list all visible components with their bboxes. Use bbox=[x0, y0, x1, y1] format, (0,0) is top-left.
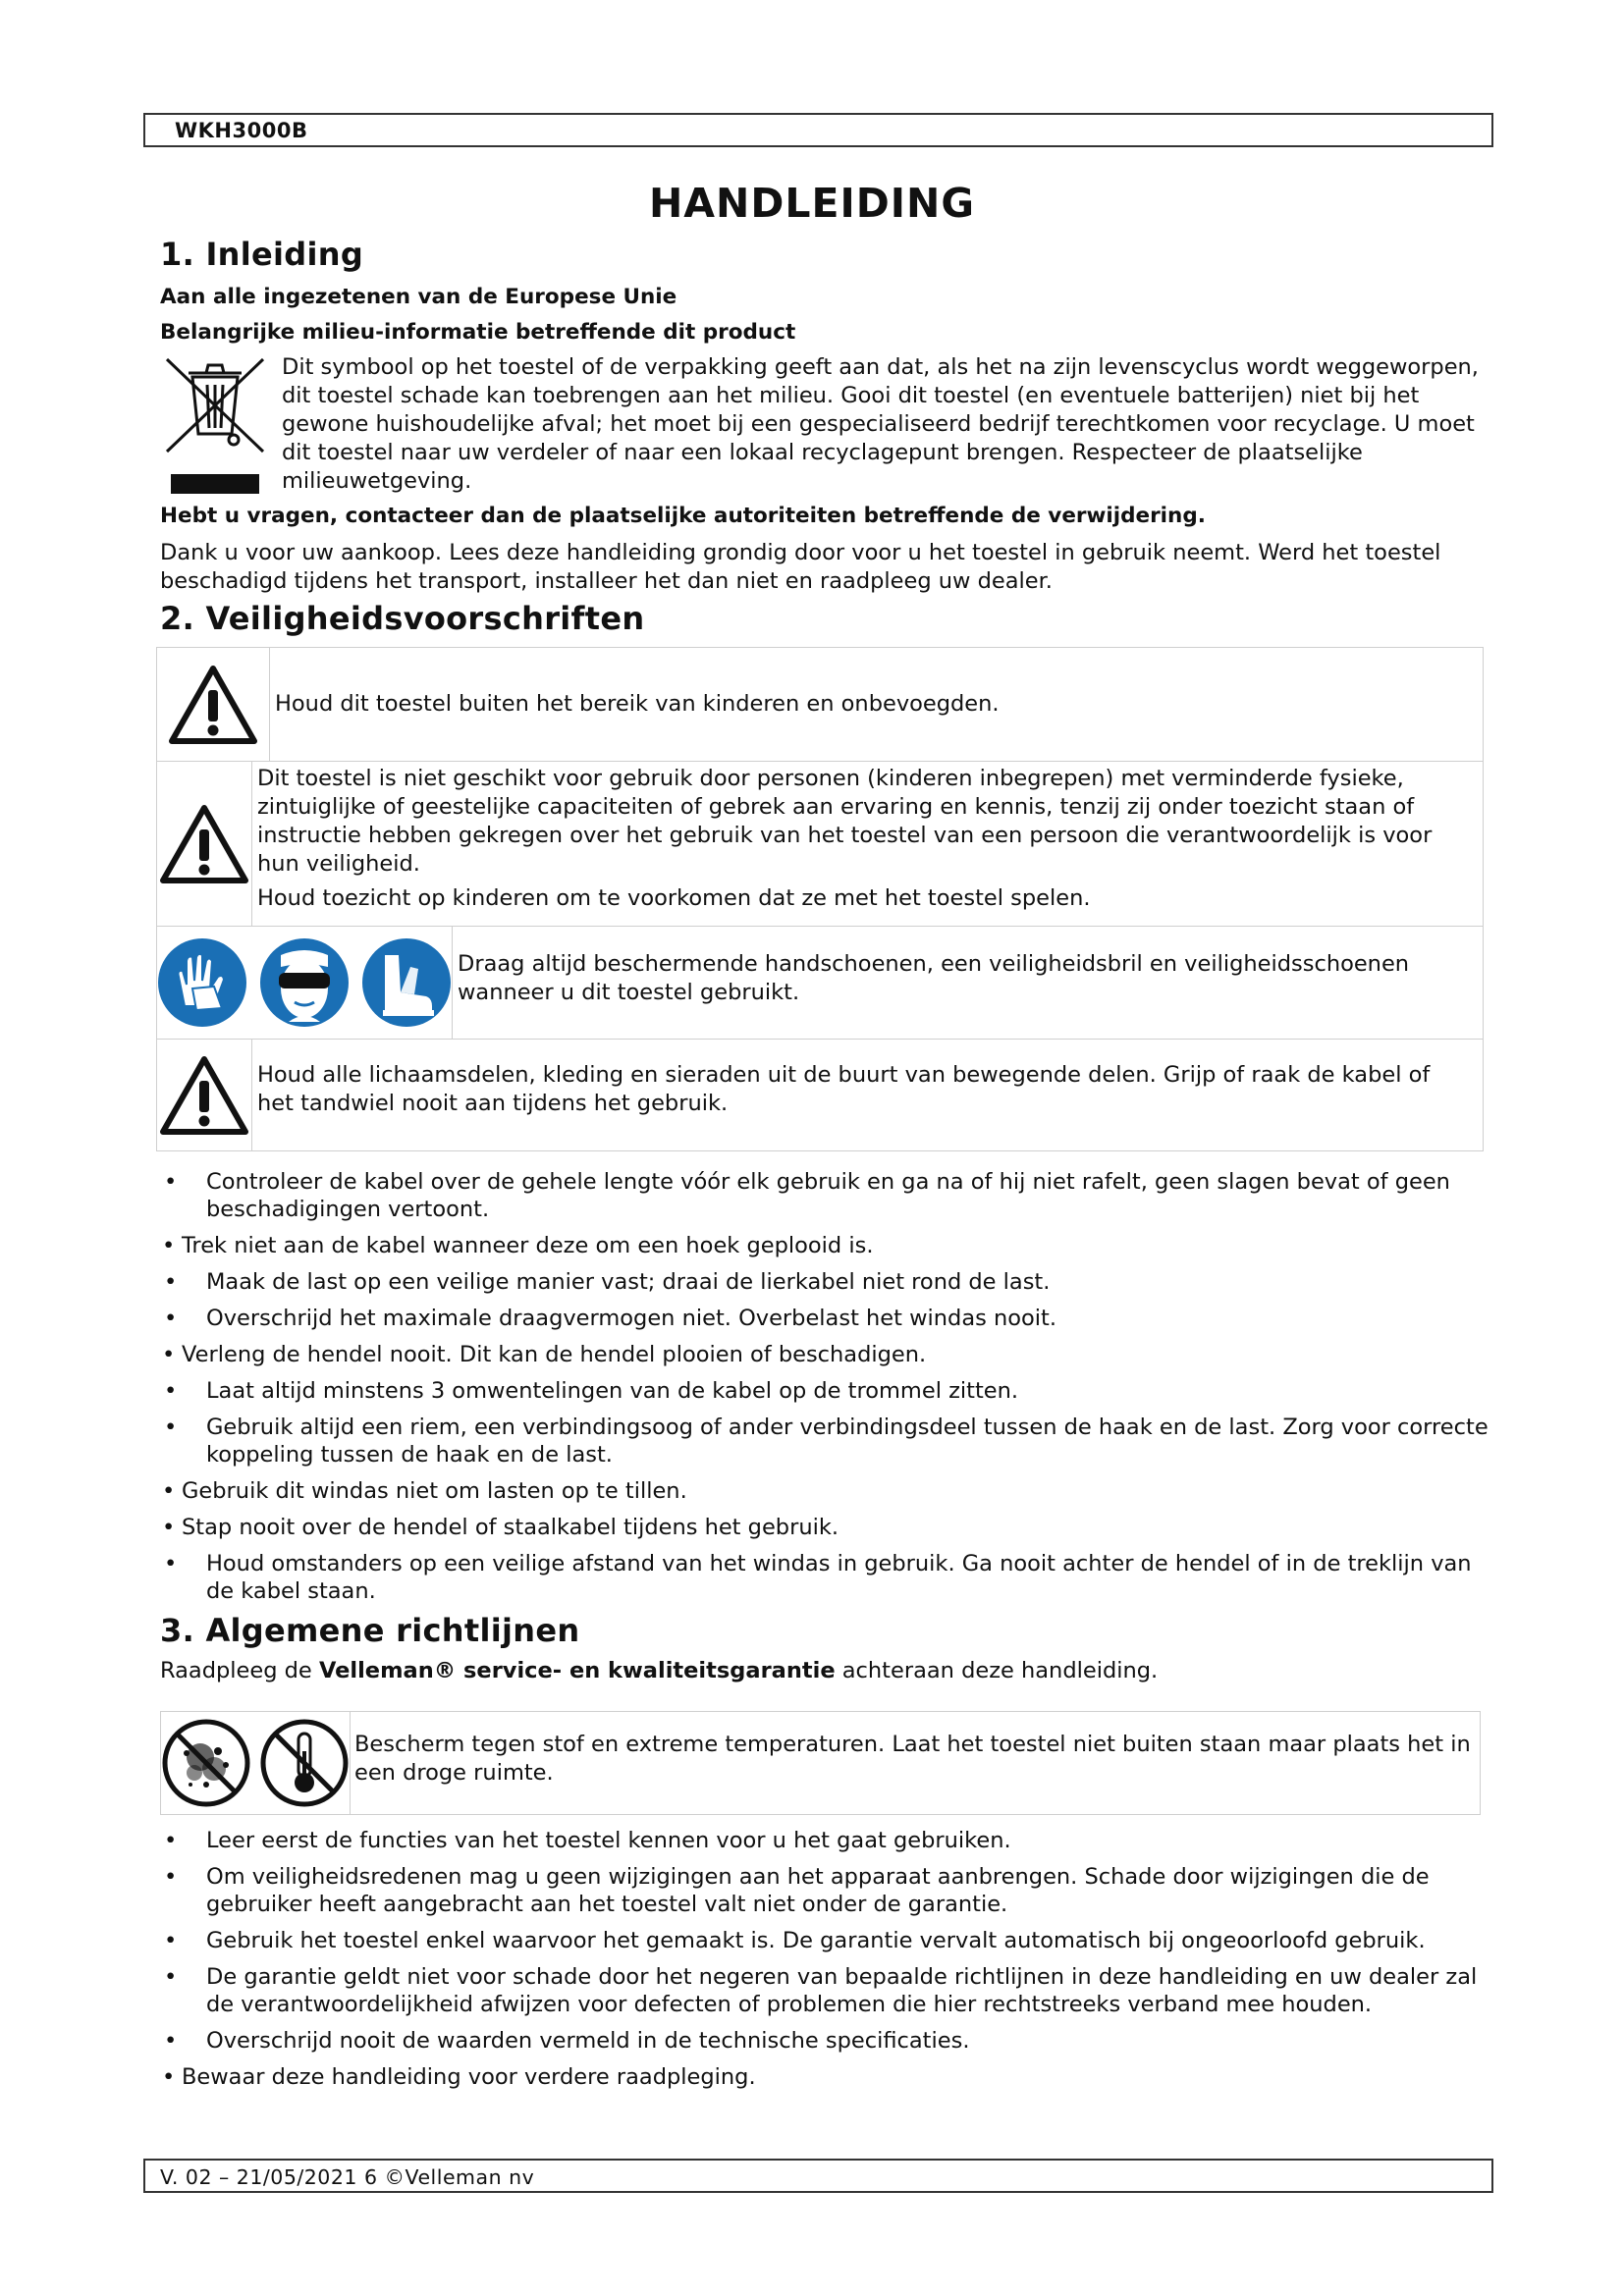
page-footer bbox=[143, 2159, 1493, 2193]
safety-bullet-list bbox=[160, 1168, 1495, 1614]
environment-box bbox=[160, 1711, 1481, 1815]
list-item: • Verleng de hendel nooit. Dit kan de hendel plooien of beschadigen. bbox=[160, 1341, 1495, 1368]
list-item: • Maak de last op een veilige manier vast; draai de lierkabel niet rond de last. bbox=[160, 1268, 1495, 1296]
list-item: • Overschrijd het maximale draagvermogen niet. Overbelast het windas nooit. bbox=[160, 1305, 1495, 1332]
model-number: WKH3000B bbox=[175, 119, 308, 142]
list-item: • Gebruik dit windas niet om lasten op te tillen. bbox=[160, 1477, 1495, 1505]
safety-boots-icon bbox=[361, 937, 452, 1028]
warning-triangle-icon bbox=[157, 1040, 252, 1150]
environment-info-subheading: Belangrijke milieu-informatie betreffende dit product bbox=[160, 320, 796, 345]
document-title: HANDLEIDING bbox=[648, 180, 976, 227]
thanks-paragraph: Dank u voor uw aankoop. Lees deze handleiding grondig door voor u het toestel in gebruik neemt. Werd het toestel beschadigd tijdens het transport, installeer het dan niet en raadpleeg uw dealer. bbox=[160, 540, 1441, 594]
section-heading-veiligheid: 2. Veiligheidsvoorschriften bbox=[160, 600, 645, 637]
general-bullet-list bbox=[160, 1827, 1495, 2100]
list-item: • Stap nooit over de hendel of staalkabel tijdens het gebruik. bbox=[160, 1514, 1495, 1541]
environment-text: Bescherm tegen stof en extreme temperaturen. Laat het toestel niet buiten staan maar plaats het in een droge ruimte. bbox=[354, 1732, 1471, 1786]
safety-row bbox=[157, 648, 1483, 762]
safety-table bbox=[156, 647, 1484, 1151]
warranty-name: Velleman® service- en kwaliteitsgarantie bbox=[318, 1658, 836, 1683]
section-heading-richtlijnen: 3. Algemene richtlijnen bbox=[160, 1612, 580, 1649]
list-item: • Trek niet aan de kabel wanneer deze om een hoek geplooid is. bbox=[160, 1232, 1495, 1259]
safety-row bbox=[157, 927, 1483, 1040]
ppe-icons bbox=[157, 927, 453, 1039]
footer-version-info: V. 02 – 21/05/2021 6 ©Velleman nv bbox=[160, 2165, 535, 2189]
list-item: • Om veiligheidsredenen mag u geen wijzigingen aan het apparaat aanbrengen. Schade door wijzigingen die de gebruiker heeft aangebracht aan het toestel valt niet onder de garantie. bbox=[160, 1863, 1495, 1918]
no-extreme-temperature-icon bbox=[259, 1718, 350, 1808]
list-item: • Gebruik het toestel enkel waarvoor het gemaakt is. De garantie vervalt automatisch bij ongeoorloofd gebruik. bbox=[160, 1927, 1495, 1954]
page-header bbox=[143, 113, 1493, 147]
no-dust-icon bbox=[161, 1718, 251, 1808]
list-item: • Controleer de kabel over de gehele lengte vóór elk gebruik en ga na of hij niet rafelt, geen slagen bevat of geen beschadigingen vertoont. bbox=[160, 1168, 1495, 1223]
gloves-icon bbox=[157, 937, 247, 1028]
list-item: • De garantie geldt niet voor schade door het negeren van bepaalde richtlijnen in deze handleiding en uw dealer zal de verantwoordelijkheid afwijzen voor defecten of problemen die hier rechtstreeks verband mee houden. bbox=[160, 1963, 1495, 2018]
warning-triangle-icon bbox=[157, 762, 252, 926]
environment-icons bbox=[161, 1712, 351, 1814]
list-item: • Overschrijd nooit de waarden vermeld in de technische specificaties. bbox=[160, 2027, 1495, 2055]
eu-residents-subheading: Aan alle ingezetenen van de Europese Unie bbox=[160, 285, 677, 309]
list-item: • Houd omstanders op een veilige afstand van het windas in gebruik. Ga nooit achter de hendel of in de treklijn van de kabel staan. bbox=[160, 1550, 1495, 1605]
warning-triangle-icon bbox=[157, 648, 270, 761]
safety-row bbox=[157, 762, 1483, 927]
safety-row bbox=[157, 1040, 1483, 1150]
list-item: • Laat altijd minstens 3 omwentelingen van de kabel op de trommel zitten. bbox=[160, 1377, 1495, 1405]
weee-paragraph: Dit symbool op het toestel of de verpakking geeft aan dat, als het na zijn levenscyclus wordt weggeworpen, dit toestel schade kan toebrengen aan het milieu. Gooi dit toestel (en eventuele batterijen) niet bij het gewone huishoudelijke afval; het moet bij een gespecialiseerd bedrijf terechtkomen voor recyclage. U moet dit toestel naar uw verdeler of naar een lokaal recyclagepunt brengen. Respecteer de plaatselijke milieuwetgeving. bbox=[282, 354, 1479, 494]
section-heading-inleiding: 1. Inleiding bbox=[160, 236, 364, 273]
list-item: • Leer eerst de functies van het toestel kennen voor u het gaat gebruiken. bbox=[160, 1827, 1495, 1854]
safety-text: Houd alle lichaamsdelen, kleding en sieraden uit de buurt van bewegende delen. Grijp of raak de kabel of het tandwiel nooit aan tijdens het gebruik. bbox=[257, 1062, 1431, 1116]
list-item: • Gebruik altijd een riem, een verbindingsoog of ander verbindingsdeel tussen de haak en de last. Zorg voor correcte koppeling tussen de haak en de last. bbox=[160, 1414, 1495, 1468]
weee-date-bar bbox=[171, 474, 259, 494]
weee-crossed-bin-icon bbox=[163, 355, 267, 455]
child-supervision-note: Houd toezicht op kinderen om te voorkomen dat ze met het toestel spelen. bbox=[257, 885, 1091, 911]
safety-goggles-icon bbox=[259, 937, 350, 1028]
safety-text: Houd dit toestel buiten het bereik van kinderen en onbevoegden. bbox=[275, 691, 1000, 717]
warranty-reference: Raadpleeg de Velleman® service- en kwaliteitsgarantie achteraan deze handleiding. bbox=[160, 1658, 1159, 1683]
safety-text: Draag altijd beschermende handschoenen, een veiligheidsbril en veiligheidsschoenen wanneer u dit toestel gebruikt. bbox=[458, 951, 1410, 1005]
safety-text bbox=[252, 762, 1483, 926]
supervision-requirement: Dit toestel is niet geschikt voor gebruik door personen (kinderen inbegrepen) met verminderde fysieke, zintuiglijke of geestelijke capaciteiten of gebrek aan ervaring en kennis, tenzij zij onder toezicht staan of instructie hebben gekregen over het gebruik van het toestel van een persoon die verantwoordelijk is voor hun veiligheid. bbox=[257, 766, 1433, 877]
list-item: • Bewaar deze handleiding voor verdere raadpleging. bbox=[160, 2063, 1495, 2091]
disposal-questions: Hebt u vragen, contacteer dan de plaatselijke autoriteiten betreffende de verwijdering. bbox=[160, 504, 1206, 528]
